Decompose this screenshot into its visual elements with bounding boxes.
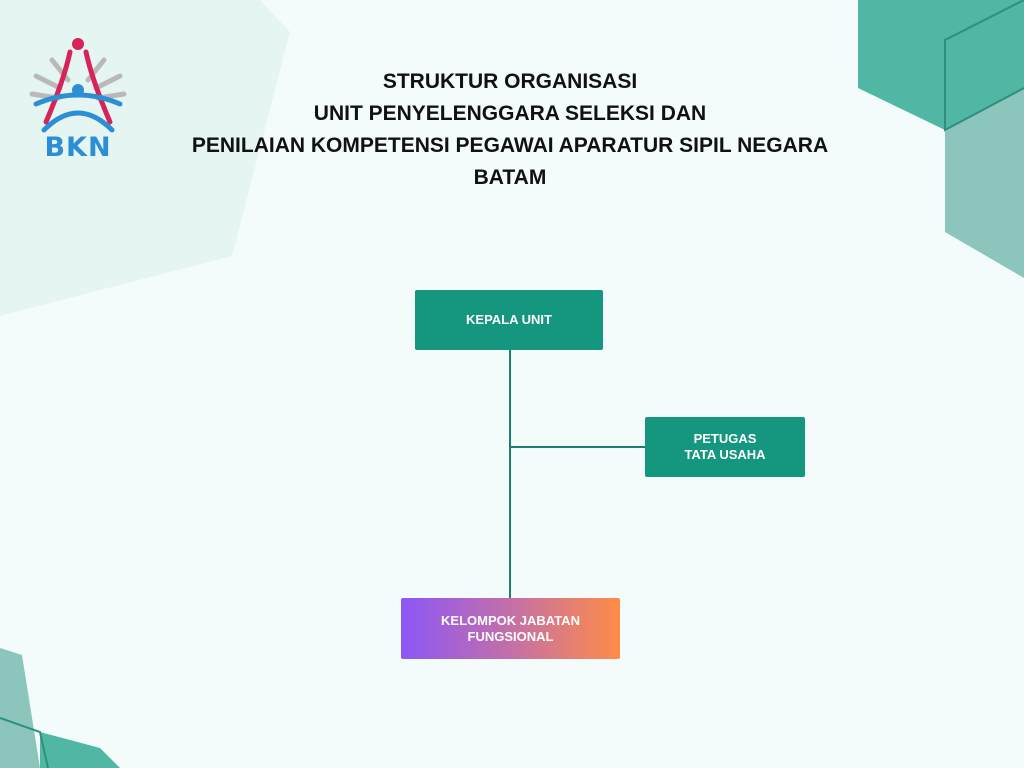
org-node-head-of-unit: KEPALA UNIT: [415, 290, 603, 350]
decor-shape-bottom-left-light: [0, 648, 40, 768]
title-line-3: PENILAIAN KOMPETENSI PEGAWAI APARATUR SIPIL NEGARA: [191, 134, 829, 157]
connector-horizontal: [511, 446, 645, 448]
page-title: [150, 66, 870, 194]
logo-text: BKN: [44, 132, 112, 163]
title-line-1: STRUKTUR ORGANISASI: [382, 70, 638, 93]
decor-shape-bottom-left-dark: [40, 732, 120, 768]
title-line-2: UNIT PENYELENGGARA SELEKSI DAN: [313, 102, 707, 125]
connector-vertical: [509, 350, 511, 598]
org-node-functional-group: KELOMPOK JABATAN FUNGSIONAL: [401, 598, 620, 659]
org-node-administration-staff: PETUGAS TATA USAHA: [645, 417, 805, 477]
title-line-4: BATAM: [473, 166, 547, 189]
